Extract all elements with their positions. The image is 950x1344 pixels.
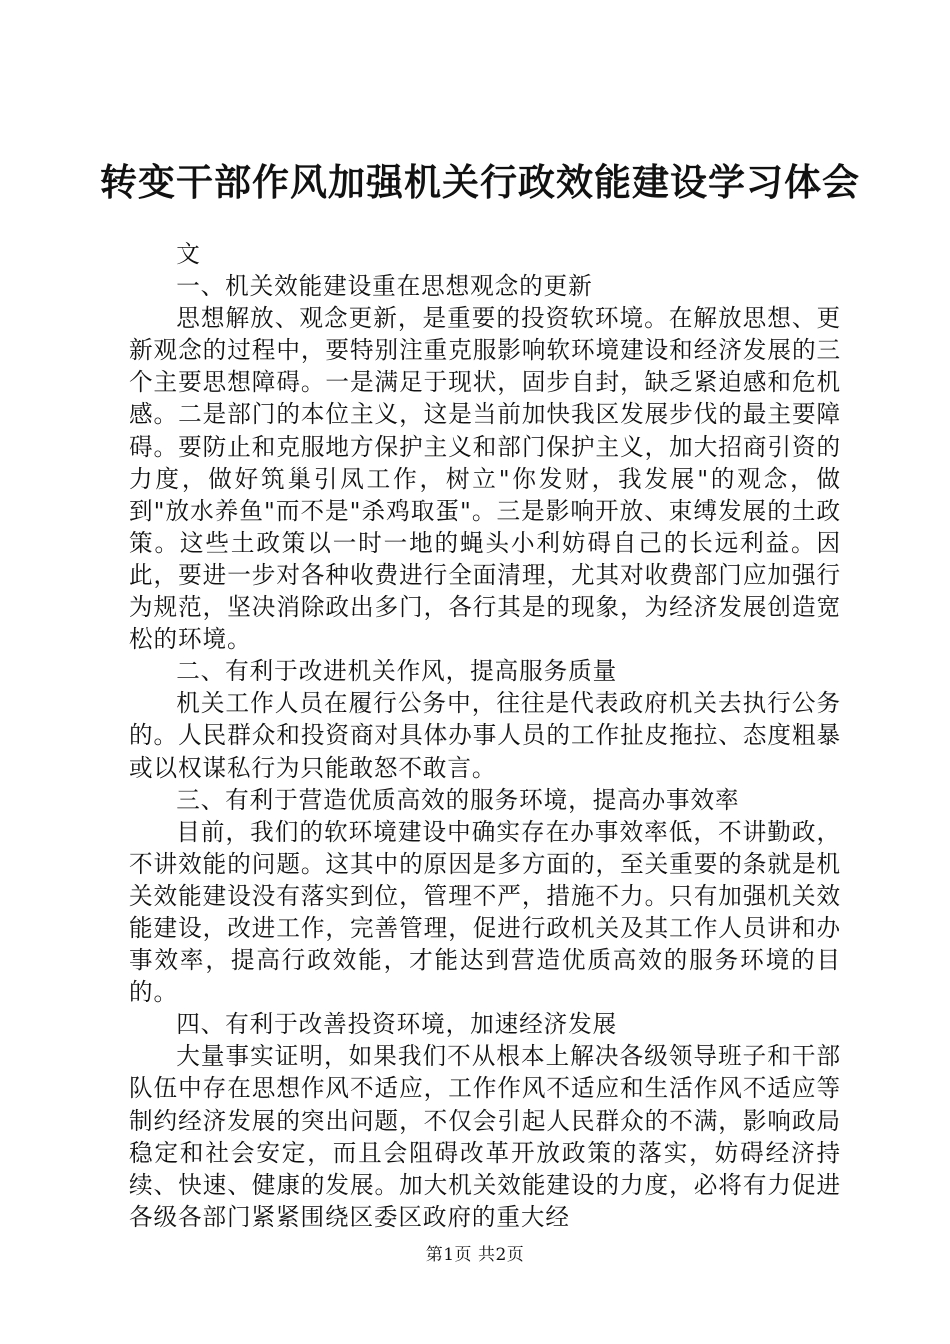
body-paragraph: 机关工作人员在履行公务中，往往是代表政府机关去执行公务的。人民群众和投资商对具体办事人员的工作扯皮拖拉、态度粗暴或以权谋私行为只能敢怒不敢言。 bbox=[129, 689, 841, 782]
body-paragraph: 思想解放、观念更新，是重要的投资软环境。在解放思想、更新观念的过程中，要特别注重克服影响软环境建设和经济发展的三个主要思想障碍。一是满足于现状，固步自封，缺乏紧迫感和危机感。二是部门的本位主义，这是当前加快我区发展步伐的最主要障碍。要防止和克服地方保护主义和部门保护主义，加大招商引资的力度，做好筑巢引凤工作，树立"你发财，我发展"的观念，做到"放水养鱼"而不是"杀鸡取蛋"。三是影响开放、束缚发展的土政策。这些土政策以一时一地的蝇头小利妨碍自己的长远利益。因此，要进一步对各种收费进行全面清理，尤其对收费部门应加强行为规范，坚决消除政出多门，各行其是的现象，为经济发展创造宽松的环境。 bbox=[129, 304, 841, 654]
body-paragraph: 大量事实证明，如果我们不从根本上解决各级领导班子和干部队伍中存在思想作风不适应，工作作风不适应和生活作风不适应等制约经济发展的突出问题，不仅会引起人民群众的不满，影响政局稳定和社会安定，而且会阻碍改革开放政策的落实，妨碍经济持续、快速、健康的发展。加大机关效能建设的力度，必将有力促进各级各部门紧紧围绕区委区政府的重大经 bbox=[129, 1042, 841, 1231]
section-heading-4: 四、有利于改善投资环境，加速经济发展 bbox=[176, 1010, 618, 1039]
author-line: 文 bbox=[176, 240, 201, 268]
page-footer: 第1页 共2页 bbox=[425, 1245, 525, 1265]
document-title: 转变干部作风加强机关行政效能建设学习体会 bbox=[100, 160, 860, 204]
document-body bbox=[129, 238, 841, 1233]
section-heading-3: 三、有利于营造优质高效的服务环境，提高办事效率 bbox=[176, 785, 740, 814]
body-paragraph: 目前，我们的软环境建设中确实存在办事效率低，不讲勤政，不讲效能的问题。这其中的原因是多方面的，至关重要的条就是机关效能建设没有落实到位，管理不严，措施不力。只有加强机关效能建设，改进工作，完善管理，促进行政机关及其工作人员讲和办事效率，提高行政效能，才能达到营造优质高效的服务环境的目的。 bbox=[129, 817, 841, 1007]
section-heading-2: 二、有利于改进机关作风，提高服务质量 bbox=[176, 657, 618, 686]
section-heading-1: 一、机关效能建设重在思想观念的更新 bbox=[176, 272, 593, 301]
